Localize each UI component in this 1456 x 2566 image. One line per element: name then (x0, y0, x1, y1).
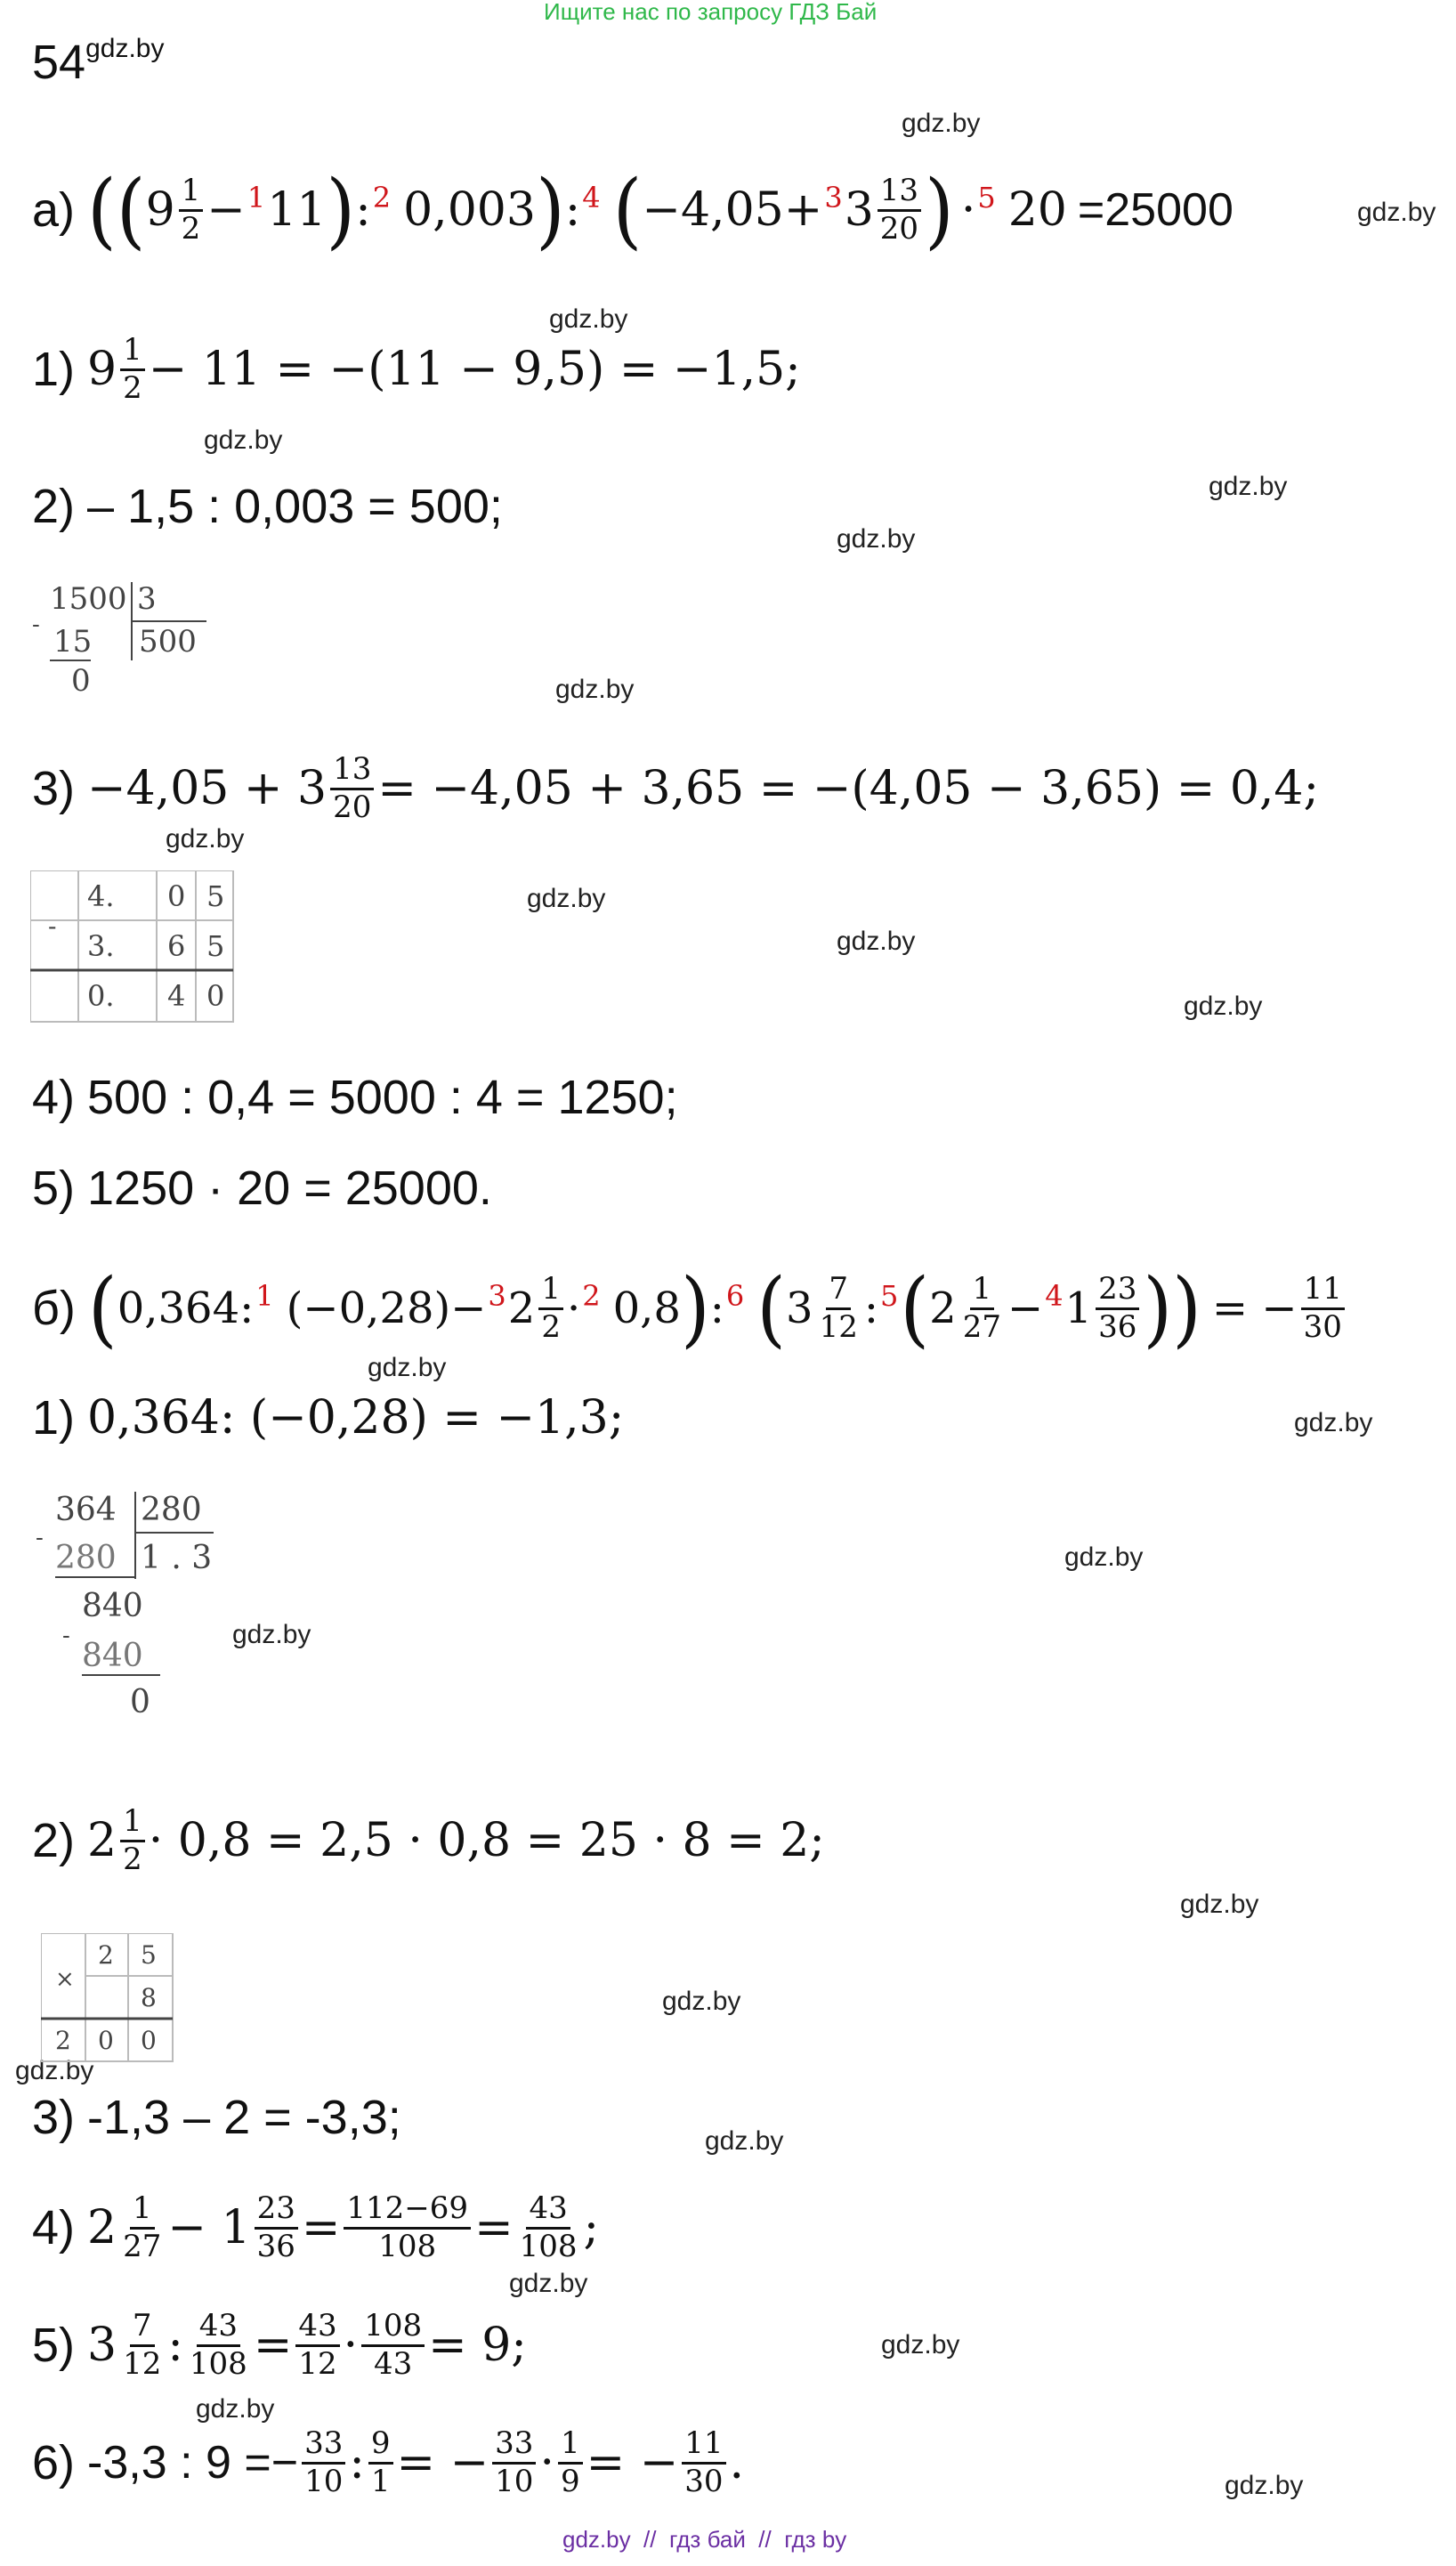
fraction (179, 174, 204, 246)
calc-digit: 280 (55, 1540, 117, 1576)
math-term: 9 (87, 343, 117, 396)
watermark: gdz.by (1357, 198, 1436, 227)
task-number (32, 34, 164, 90)
watermark: gdz.by (837, 524, 916, 554)
watermark: gdz.by (902, 109, 981, 138)
watermark: gdz.by (1064, 1542, 1144, 1572)
step-text: – 1,5 : 0,003 = 500; (87, 480, 503, 533)
fraction (330, 752, 374, 824)
math-term: 1 (1064, 1283, 1093, 1333)
watermark: gdz.by (204, 425, 283, 455)
order-mark: 5 (880, 1279, 899, 1313)
column-multiplication-b-drawing (41, 1933, 174, 2063)
math-term: = −4,05 + 3,65 = −(4,05 − 3,65) = 0,4; (377, 762, 1320, 815)
math-term: : (863, 1283, 879, 1333)
fraction-part: 27 (123, 2228, 162, 2264)
fraction-part: 43 (526, 2191, 570, 2229)
open-paren: ( (87, 1260, 117, 1356)
math-term: = (301, 2201, 341, 2254)
math-term: (−0,28)− (286, 1283, 487, 1333)
fraction (558, 2426, 583, 2498)
step-label: 4) (32, 2201, 76, 2254)
calc-digit: × (55, 1966, 75, 1993)
fraction-part: 12 (819, 1308, 858, 1345)
calc-digit: 0 (130, 1684, 150, 1720)
watermark: gdz.by (1294, 1408, 1373, 1437)
watermark: gdz.by (549, 304, 628, 334)
fraction-part: 36 (1098, 1308, 1137, 1345)
order-mark: 4 (1045, 1279, 1064, 1313)
step-math (87, 752, 1319, 824)
term: 0,003 (403, 183, 536, 237)
watermark: gdz.by (15, 2056, 94, 2085)
fraction-part: 30 (684, 2463, 724, 2499)
fraction-part: 2 (181, 210, 201, 247)
step-math (87, 2309, 527, 2381)
top-search-link[interactable]: Ищите нас по запросу ГДЗ Бай (544, 0, 878, 25)
calc-digit: 5 (206, 879, 225, 913)
calc-digit: - (48, 911, 57, 941)
calc-digit: 5 (206, 929, 225, 963)
fraction (817, 1272, 861, 1344)
math-term: 2 (507, 1283, 536, 1333)
close-paren: ) (680, 1260, 710, 1356)
fraction-part: 13 (878, 174, 921, 211)
fraction-part: 1 (130, 2191, 155, 2229)
fraction-part: 9 (560, 2463, 580, 2499)
math-term: 0,8 (612, 1283, 681, 1333)
calc-digit: 280 (141, 1492, 202, 1528)
fraction (120, 1804, 145, 1876)
watermark: gdz.by (1209, 472, 1288, 501)
fraction-part: 43 (374, 2345, 413, 2382)
math-term: − 1 (167, 2201, 251, 2254)
fraction (295, 2309, 339, 2381)
calc-digit: 0 (167, 879, 186, 913)
order-mark: 5 (977, 181, 996, 215)
step-label: 2) (32, 1814, 76, 1867)
part-a-step-3 (32, 744, 1319, 833)
part-a-step-2 (32, 475, 503, 538)
math-term: = (253, 2319, 293, 2372)
calc-digit: - (62, 1623, 70, 1649)
calc-digit: 6 (167, 929, 186, 963)
watermark: gdz.by (662, 1987, 741, 2016)
math-term: · 0,8 = 2,5 · 0,8 = 25 · 8 = 2; (148, 1814, 825, 1867)
fraction-part: 10 (495, 2463, 534, 2499)
fraction-part: 43 (197, 2309, 240, 2346)
watermark: gdz.by (509, 2269, 588, 2298)
close-paren: ) (326, 162, 356, 258)
order-mark: 4 (582, 181, 601, 215)
step-label: 6) (32, 2436, 76, 2489)
step-label: 1) (32, 1391, 76, 1445)
order-mark: 3 (824, 181, 843, 215)
part-b-step-3 (32, 2086, 401, 2149)
open-paren: (( (87, 162, 146, 258)
part-a-expression (32, 162, 1234, 258)
step-math (87, 333, 801, 405)
fraction-part: 11 (682, 2426, 725, 2464)
fraction-part: 36 (256, 2228, 295, 2264)
part-a-math (87, 162, 1234, 258)
part-a-step-5 (32, 1157, 492, 1219)
fraction-part: 23 (1096, 1272, 1139, 1309)
column-subtraction-a (30, 870, 235, 1027)
part-b-step-2 (32, 1796, 825, 1885)
step-math (87, 1804, 825, 1876)
order-mark: 3 (488, 1279, 506, 1313)
fraction (302, 2426, 345, 2498)
fraction-part: 1 (120, 333, 145, 370)
math-term: : (349, 2436, 365, 2489)
calc-digit: 364 (55, 1492, 117, 1528)
math-term: = 9; (428, 2319, 527, 2372)
long-division-a (32, 577, 210, 714)
fraction-part: 33 (492, 2426, 536, 2464)
fraction-part: 1 (558, 2426, 583, 2464)
fraction (120, 2309, 164, 2381)
calc-digit: 500 (139, 624, 197, 660)
fraction (368, 2426, 393, 2498)
calc-digit: 1500 (50, 581, 127, 617)
math-term: : (709, 1283, 724, 1333)
watermark: gdz.by (368, 1353, 447, 1382)
calc-digit: - (36, 1525, 44, 1551)
fraction (120, 333, 145, 405)
close-paren: ) (535, 162, 565, 258)
part-b-math (87, 1260, 1348, 1356)
operator: : (564, 183, 581, 237)
operator: − (206, 183, 246, 237)
fraction-part: 23 (255, 2191, 298, 2229)
column-multiplication-b (41, 1933, 174, 2067)
math-term: . (729, 2436, 745, 2489)
open-paren: ( (612, 162, 643, 258)
step-label: 3) (32, 762, 76, 815)
fraction-part: 7 (826, 1272, 851, 1309)
calc-digit: 0. (87, 979, 115, 1013)
fraction-part: 7 (130, 2309, 155, 2346)
watermark: gdz.by (705, 2126, 784, 2156)
fraction (960, 1272, 1004, 1344)
calc-digit: 0 (206, 979, 225, 1013)
fraction-part: 20 (333, 789, 372, 825)
part-b-step-1 (32, 1387, 624, 1449)
fraction-part: 11 (1301, 1272, 1345, 1309)
math-term: 2 (87, 1814, 117, 1867)
fraction-part: 112−69 (344, 2191, 471, 2229)
calc-digit: 4. (87, 879, 115, 913)
watermark: gdz.by (1180, 1890, 1259, 1919)
part-a-step-4 (32, 1066, 678, 1129)
long-division-b-drawing (36, 1485, 231, 1743)
watermark: gdz.by (1225, 2471, 1304, 2500)
order-mark: 2 (582, 1279, 601, 1313)
fraction-part: 27 (962, 1308, 1001, 1345)
watermark: gdz.by (166, 824, 245, 854)
watermark: gdz.by (196, 2394, 275, 2424)
term: 11 (267, 183, 327, 237)
part-a-step-1 (32, 329, 801, 409)
math-term: = − (396, 2436, 489, 2489)
footer-links[interactable]: gdz.by // гдз бай // гдз by (562, 2526, 847, 2553)
fraction (361, 2309, 425, 2381)
calc-digit: 2 (55, 2026, 71, 2055)
watermark: gdz.by (881, 2330, 960, 2360)
term: 3 (844, 183, 874, 237)
fraction-part: 12 (298, 2345, 337, 2382)
math-term: 3 (786, 1283, 813, 1333)
close-paren: ) (925, 162, 954, 258)
watermark: gdz.by (1184, 992, 1263, 1021)
math-term: · (566, 1283, 581, 1333)
step-text: 1250 · 20 = 25000. (87, 1162, 492, 1215)
math-term: · (343, 2319, 359, 2372)
part-b-expression (32, 1255, 1348, 1362)
fraction (682, 2426, 725, 2498)
part-b-step-4 (32, 2179, 599, 2277)
fraction-part: 108 (189, 2345, 247, 2382)
part-a-label: а) (32, 183, 76, 237)
open-paren: ( (900, 1260, 930, 1356)
fraction-part: 1 (179, 174, 204, 211)
fraction-part: 10 (304, 2463, 344, 2499)
fraction-part: 1 (120, 1804, 145, 1842)
math-term: 2 (929, 1283, 957, 1333)
math-term: − 11 = −(11 − 9,5) = −1,5; (148, 343, 801, 396)
fraction-part: 12 (123, 2345, 162, 2382)
fraction-part: 1 (970, 1272, 995, 1309)
math-term: 2 (87, 2201, 117, 2254)
task-number-text: 54 (32, 36, 86, 89)
calc-digit: 1 . 3 (141, 1540, 213, 1576)
calc-digit: 0 (98, 2026, 114, 2055)
step-label: 2) (32, 480, 76, 533)
fraction-part: 20 (879, 210, 919, 247)
math-term: −4,05 + 3 (87, 762, 328, 815)
calc-digit: 8 (141, 1983, 157, 2012)
math-term: : (167, 2319, 183, 2372)
calc-digit: 840 (82, 1638, 143, 1674)
step-label: 5) (32, 1162, 76, 1215)
watermark: gdz.by (555, 675, 635, 704)
long-division-b (36, 1485, 231, 1746)
term: 9 (145, 183, 175, 237)
step-text: -1,3 – 2 = -3,3; (87, 2091, 401, 2144)
calc-digit: 840 (82, 1588, 143, 1624)
order-mark: 2 (372, 181, 392, 215)
calc-digit: 0 (71, 663, 91, 699)
step-math (87, 2191, 599, 2263)
part-b-step-5 (32, 2296, 527, 2394)
step-label: 1) (32, 343, 76, 396)
order-mark: 1 (247, 181, 266, 215)
calc-digit: 3. (87, 929, 115, 963)
step-text: 500 : 0,4 = 5000 : 4 = 1250; (87, 1071, 678, 1124)
math-term: = (474, 2201, 514, 2254)
step-math: 0,364: (−0,28) = −1,3; (87, 1391, 625, 1445)
step-label: 4) (32, 1071, 76, 1124)
result: =25000 (1077, 184, 1234, 236)
math-term: 0,364: (117, 1283, 255, 1333)
operator: · (960, 183, 976, 237)
fraction-part: 9 (368, 2426, 393, 2464)
fraction (517, 2191, 580, 2263)
math-term: = − (1211, 1283, 1298, 1333)
fraction-part: 2 (541, 1308, 561, 1345)
fraction (344, 2191, 471, 2263)
watermark: gdz.by (837, 927, 916, 956)
fraction (120, 2191, 164, 2263)
math-term: · (539, 2436, 554, 2489)
fraction-part: 108 (378, 2228, 437, 2264)
fraction-part: 2 (123, 369, 142, 406)
fraction (878, 174, 921, 246)
open-paren: ( (756, 1260, 787, 1356)
fraction-part: 1 (370, 2463, 391, 2499)
part-b-label: б) (32, 1282, 76, 1335)
calc-digit: 3 (137, 581, 157, 617)
term: 20 (1007, 183, 1067, 237)
math-term: − (1007, 1283, 1044, 1333)
fraction-part: 108 (361, 2309, 425, 2346)
fraction-part: 1 (538, 1272, 563, 1309)
fraction-part: 30 (1303, 1308, 1342, 1345)
fraction-part: 13 (330, 752, 374, 789)
fraction-part: 2 (123, 1841, 142, 1877)
math-term: = − (586, 2436, 679, 2489)
fraction-part: 43 (295, 2309, 339, 2346)
part-b-step-6 (32, 2414, 744, 2512)
fraction (1301, 1272, 1345, 1344)
operator: : (355, 183, 371, 237)
calc-digit: 2 (98, 1940, 114, 1970)
long-division-a-drawing (32, 577, 210, 710)
fraction-part: 108 (519, 2228, 578, 2264)
math-term: 3 (87, 2319, 117, 2372)
watermark: gdz.by (527, 884, 606, 913)
order-mark: 6 (725, 1279, 745, 1313)
calc-digit: 15 (53, 624, 93, 660)
fraction (1096, 1272, 1139, 1344)
order-mark: 1 (255, 1279, 274, 1313)
task-number-watermark: gdz.by (85, 34, 165, 63)
math-term: ; (583, 2201, 600, 2254)
close-paren: )) (1143, 1260, 1201, 1356)
calc-digit: 5 (141, 1940, 157, 1970)
step-label: 5) (32, 2319, 76, 2372)
step-label: 3) (32, 2091, 76, 2144)
calc-digit: 0 (141, 2026, 157, 2055)
watermark: gdz.by (232, 1620, 311, 1649)
fraction (492, 2426, 536, 2498)
fraction (187, 2309, 250, 2381)
fraction (255, 2191, 298, 2263)
calc-digit: - (32, 611, 40, 638)
calc-digit: 4 (167, 979, 186, 1013)
column-subtraction-a-drawing (30, 870, 235, 1024)
math-term: -3,3 : 9 =− (87, 2437, 299, 2489)
term: −4,05+ (642, 183, 823, 237)
fraction (538, 1272, 563, 1344)
step-math (87, 2426, 744, 2498)
fraction-part: 33 (302, 2426, 345, 2464)
